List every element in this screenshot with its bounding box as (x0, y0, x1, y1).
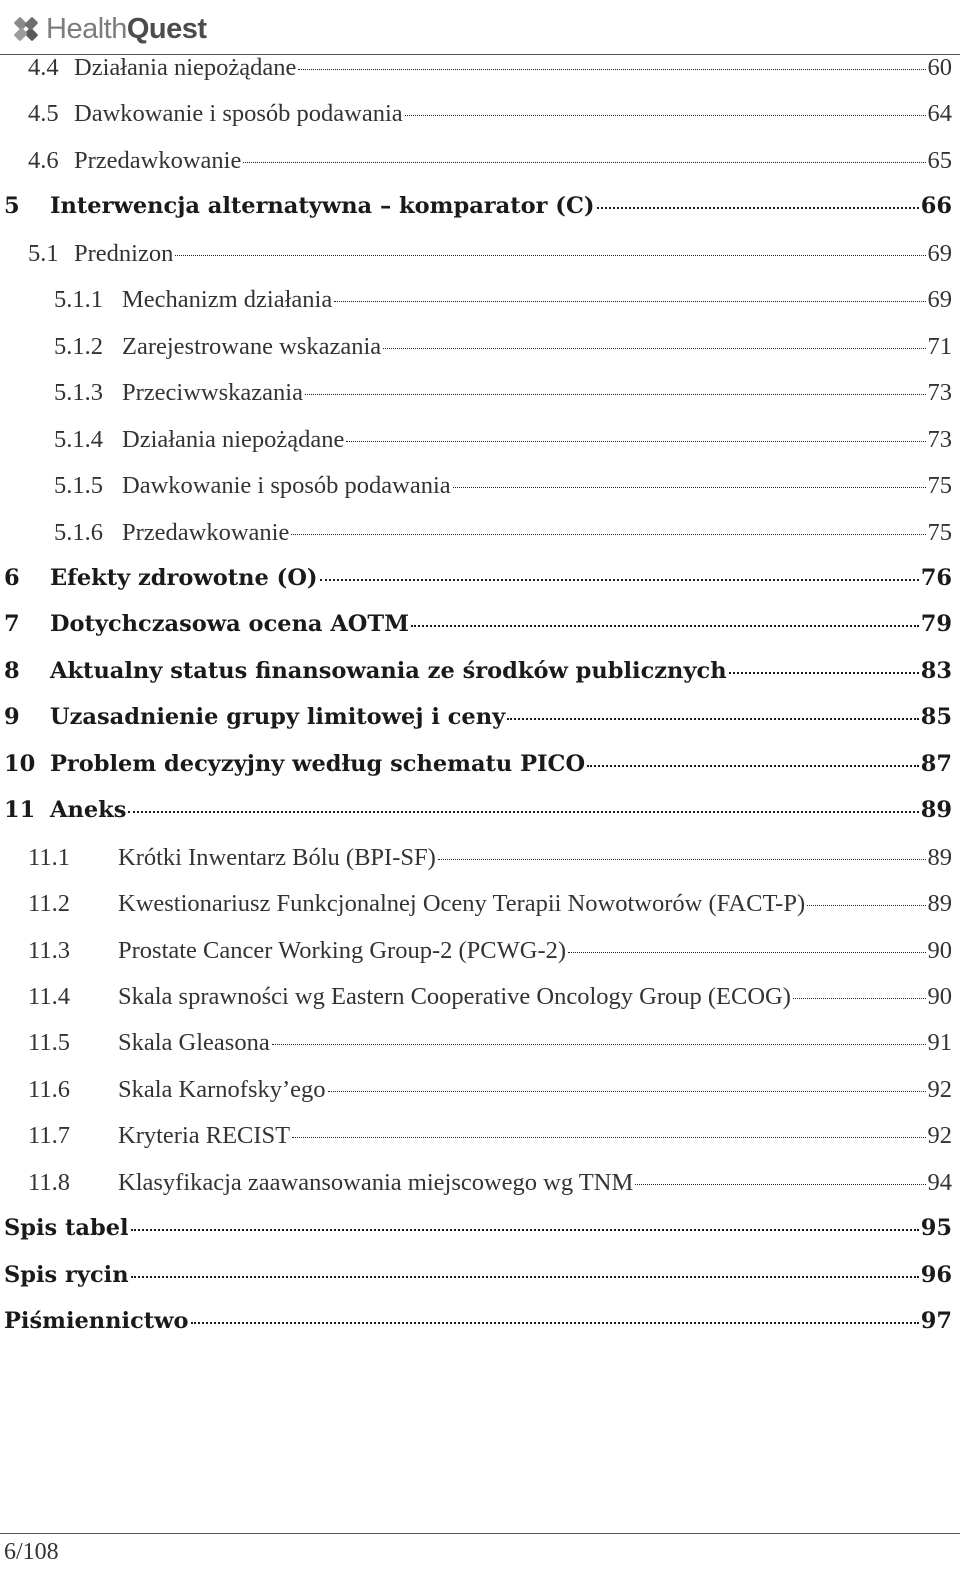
toc-dot-leader (328, 1091, 926, 1092)
toc-dot-leader (243, 162, 925, 163)
toc-entry-number: 5.1 (28, 239, 59, 267)
toc-entry-title: Zarejestrowane wskazania (122, 332, 382, 360)
toc-entry-title: Piśmiennictwo (4, 1308, 189, 1335)
toc-entry-title: Efekty zdrowotne (O) (50, 564, 318, 591)
toc-entry-page: 75 (927, 518, 952, 546)
toc-entry-number: 5.1.4 (54, 425, 103, 453)
toc-entry-title: Mechanizm działania (122, 286, 333, 314)
toc-entry[interactable] (54, 379, 952, 413)
toc-dot-leader (453, 487, 926, 488)
toc-entry-number: 5 (4, 193, 20, 220)
toc-entry-page: 73 (927, 425, 952, 453)
toc-entry-title: Przedawkowanie (74, 146, 242, 174)
toc-entry[interactable] (4, 1308, 952, 1342)
toc-dot-leader (131, 1229, 919, 1231)
toc-entry-page: 97 (920, 1308, 952, 1335)
toc-entry-page: 89 (927, 843, 952, 871)
toc-entry-title: Skala Gleasona (118, 1029, 270, 1057)
toc-entry-page: 92 (927, 1075, 952, 1103)
toc-entry[interactable] (4, 1262, 952, 1296)
toc-entry[interactable] (28, 1169, 952, 1203)
toc-dot-leader (298, 69, 925, 70)
toc-entry-page: 79 (920, 611, 952, 638)
toc-entry[interactable] (28, 890, 952, 924)
toc-entry[interactable] (28, 100, 952, 134)
toc-entry-page: 96 (920, 1261, 952, 1288)
toc-dot-leader (438, 859, 926, 860)
toc-entry-number: 11.7 (28, 1122, 70, 1150)
toc-entry[interactable] (4, 797, 952, 831)
toc-dot-leader (635, 1184, 925, 1185)
toc-entry[interactable] (28, 147, 952, 181)
toc-entry-page: 87 (920, 750, 952, 777)
toc-dot-leader (334, 301, 925, 302)
footer-divider (0, 1533, 960, 1534)
toc-entry-page: 64 (927, 100, 952, 128)
logo-text-health: Health (46, 12, 127, 45)
toc-entry[interactable] (4, 611, 952, 645)
toc-entry-number: 9 (4, 704, 20, 731)
toc-entry-title: Przeciwwskazania (122, 379, 303, 407)
toc-entry-number: 11.2 (28, 890, 70, 918)
toc-dot-leader (346, 441, 925, 442)
toc-dot-leader (128, 811, 918, 813)
toc-entry[interactable] (28, 983, 952, 1017)
toc-entry-page: 90 (927, 983, 952, 1010)
toc-entry[interactable] (54, 333, 952, 367)
toc-entry-number: 8 (4, 657, 20, 684)
page-header (0, 0, 960, 56)
toc-entry-number: 5.1.1 (54, 286, 103, 314)
toc-entry-number: 10 (4, 750, 36, 777)
toc-entry[interactable] (54, 426, 952, 460)
toc-entry-number: 11.4 (28, 983, 70, 1010)
toc-entry-page: 71 (927, 332, 952, 360)
toc-entry-page: 95 (920, 1215, 952, 1242)
logo-text-quest: Quest (126, 12, 207, 45)
toc-dot-leader (320, 579, 919, 581)
toc-entry-page: 89 (927, 890, 952, 918)
toc-entry-number: 6 (4, 564, 20, 591)
toc-entry[interactable] (54, 286, 952, 320)
logo-text (46, 12, 207, 45)
toc-entry-number: 11.8 (28, 1168, 70, 1196)
toc-dot-leader (291, 534, 925, 535)
toc-dot-leader (411, 625, 919, 627)
toc-entry-page: 69 (927, 286, 952, 314)
toc-entry-title: Klasyfikacja zaawansowania miejscowego wg TNM (118, 1168, 634, 1196)
toc-entry[interactable] (4, 658, 952, 692)
toc-dot-leader (793, 998, 926, 999)
toc-entry-number: 11.6 (28, 1075, 70, 1103)
toc-entry-page: 89 (920, 797, 952, 824)
toc-entry-title: Działania niepożądane (74, 54, 297, 81)
toc-entry-number: 7 (4, 611, 20, 638)
toc-entry-page: 92 (927, 1122, 952, 1150)
toc-entry-title: Krótki Inwentarz Bólu (BPI-SF) (118, 843, 436, 871)
toc-entry-page: 94 (927, 1168, 952, 1196)
toc-entry-title: Prostate Cancer Working Group-2 (PCWG-2) (118, 936, 567, 964)
toc-entry[interactable] (28, 1029, 952, 1063)
toc-entry-number: 5.1.6 (54, 518, 103, 546)
toc-entry[interactable] (4, 704, 952, 738)
toc-entry-title: Przedawkowanie (122, 518, 290, 546)
toc-entry-title: Prednizon (74, 239, 174, 267)
toc-entry-number: 11.3 (28, 936, 70, 964)
toc-entry-page: 83 (920, 657, 952, 684)
toc-entry-page: 66 (920, 193, 952, 220)
toc-entry-page: 73 (927, 379, 952, 407)
toc-entry[interactable] (28, 844, 952, 878)
toc-entry-title: Dawkowanie i sposób podawania (122, 472, 451, 500)
toc-entry-number: 11.1 (28, 843, 70, 871)
toc-entry-page: 60 (927, 54, 952, 81)
logo (8, 10, 218, 48)
toc-entry[interactable] (28, 1122, 952, 1156)
toc-entry-title: Aktualny status finansowania ze środków publicznych (50, 657, 727, 684)
toc-dot-leader (131, 1276, 919, 1278)
toc-entry-title: Kwestionariusz Funkcjonalnej Oceny Terapii Nowotworów (FACT-P) (118, 890, 806, 918)
toc-entry[interactable] (28, 54, 952, 88)
toc-entry-title: Skala sprawności wg Eastern Cooperative Oncology Group (ECOG) (118, 983, 791, 1010)
toc-entry-number: 4.5 (28, 100, 59, 128)
toc-entry[interactable] (28, 1076, 952, 1110)
toc-entry-page: 76 (920, 564, 952, 591)
toc-dot-leader (507, 718, 919, 720)
toc-dot-leader (305, 394, 926, 395)
toc-entry-page: 69 (927, 239, 952, 267)
toc-entry[interactable] (28, 240, 952, 274)
toc-dot-leader (272, 1044, 926, 1045)
toc-entry[interactable] (4, 193, 952, 227)
toc-entry[interactable] (4, 1215, 952, 1249)
toc-entry-title: Kryteria RECIST (118, 1122, 291, 1150)
toc-entry-title: Interwencja alternatywna – komparator (C) (50, 193, 595, 220)
toc-entry-page: 85 (920, 704, 952, 731)
toc-entry-number: 11.5 (28, 1029, 70, 1057)
toc-entry-page: 75 (927, 472, 952, 500)
toc-entry[interactable] (54, 472, 952, 506)
toc-entry-page: 90 (927, 936, 952, 964)
toc-entry-page: 65 (927, 146, 952, 174)
toc-entry-title: Problem decyzyjny według schematu PICO (50, 750, 586, 777)
toc-entry[interactable] (4, 751, 952, 785)
toc-dot-leader (568, 952, 925, 953)
toc-entry-title: Aneks (50, 797, 127, 824)
toc-entry-title: Działania niepożądane (122, 425, 345, 453)
toc-dot-leader (175, 255, 925, 256)
page-number: 6/108 (4, 1539, 59, 1565)
toc-dot-leader (383, 348, 925, 349)
toc-entry-title: Spis rycin (4, 1261, 129, 1288)
toc-entry-number: 11 (4, 797, 36, 824)
toc-entry[interactable] (28, 937, 952, 971)
toc-entry-number: 5.1.3 (54, 379, 103, 407)
toc-entry-title: Dawkowanie i sposób podawania (74, 100, 403, 128)
healthquest-logo-icon (8, 11, 44, 47)
toc-entry-title: Spis tabel (4, 1215, 129, 1242)
toc-dot-leader (405, 115, 926, 116)
toc-entry-page: 91 (927, 1029, 952, 1057)
toc-dot-leader (729, 672, 919, 674)
toc-entry-title: Skala Karnofsky’ego (118, 1075, 326, 1103)
toc-entry-number: 5.1.5 (54, 472, 103, 500)
toc-entry-title: Uzasadnienie grupy limitowej i ceny (50, 704, 506, 731)
toc-dot-leader (597, 207, 919, 209)
toc-entry-number: 5.1.2 (54, 332, 103, 360)
toc-entry[interactable] (4, 565, 952, 599)
toc-entry[interactable] (54, 519, 952, 553)
toc-dot-leader (807, 905, 925, 906)
toc-dot-leader (292, 1137, 925, 1138)
toc-entry-number: 4.4 (28, 54, 59, 81)
toc-entry-title: Dotychczasowa ocena AOTM (50, 611, 410, 638)
toc-dot-leader (587, 765, 919, 767)
toc-dot-leader (191, 1322, 919, 1324)
toc-entry-number: 4.6 (28, 146, 59, 174)
